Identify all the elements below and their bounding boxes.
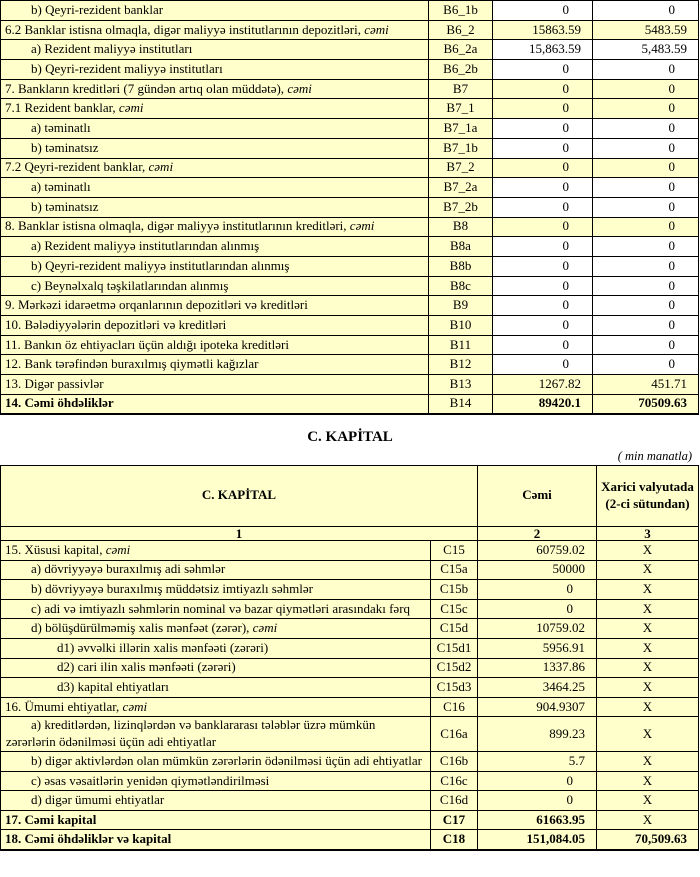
row-label: d) bölüşdürülməmiş xalis mənfəət (zərər), — [31, 620, 253, 636]
row-total-cell: 3464.25 — [478, 678, 597, 698]
row-label-cell — [1, 619, 431, 639]
table-row — [1, 810, 699, 830]
row-code-cell: B8a — [429, 237, 493, 257]
row-label-italic-suffix: cəmi — [287, 80, 312, 96]
row-label-italic-suffix: cəmi — [364, 21, 389, 37]
row-label: a) kreditlərdən, lizinqlərdən və banklararası tələblər üzrə mümkün zərərlərin ödənilməsi üçün adi ehtiyatlar — [6, 717, 376, 750]
row-code-cell: B7_1a — [429, 119, 493, 139]
row-label-cell — [1, 99, 429, 119]
row-foreign-cell: 451.71 — [593, 375, 699, 395]
table-row — [1, 20, 699, 40]
row-total-cell: 0 — [493, 119, 593, 139]
row-foreign-cell: 0 — [593, 178, 699, 198]
row-code-cell: B6_2a — [429, 40, 493, 60]
row-foreign-cell: 0 — [593, 158, 699, 178]
row-total-cell: 0 — [493, 335, 593, 355]
row-total-cell: 0 — [478, 599, 597, 619]
row-label-cell — [1, 79, 429, 99]
row-total-cell: 0 — [478, 771, 597, 791]
row-label-cell — [1, 791, 431, 811]
capital-header-name: C. KAPİTAL — [1, 465, 478, 526]
table-row — [1, 237, 699, 257]
row-label: b) Qeyri-rezident maliyyə institutları — [31, 60, 223, 76]
row-total-cell: 0 — [493, 316, 593, 336]
row-label-cell — [1, 599, 431, 619]
row-label: a) Rezident maliyyə institutları — [31, 41, 193, 57]
row-code-cell: B7 — [429, 79, 493, 99]
row-label-cell — [1, 717, 431, 752]
table-row — [1, 791, 699, 811]
row-label: 7.2 Qeyri-rezident banklar, — [5, 159, 149, 175]
table-row — [1, 678, 699, 698]
row-label-cell — [1, 20, 429, 40]
row-label-italic-suffix: cəmi — [148, 159, 174, 175]
row-total-cell: 0 — [493, 296, 593, 316]
row-label-cell — [1, 355, 429, 375]
row-code-cell: B7_2a — [429, 178, 493, 198]
row-total-cell: 151,084.05 — [478, 830, 597, 850]
row-label-cell — [1, 335, 429, 355]
row-label: b) Qeyri-rezident maliyyə institutlarından alınmış — [31, 257, 290, 273]
table-row — [1, 158, 699, 178]
row-total-cell: 0 — [493, 1, 593, 21]
row-label: a) Rezident maliyyə institutlarından alınmış — [31, 238, 260, 254]
row-code-cell: C18 — [431, 830, 478, 850]
row-total-cell: 0 — [493, 178, 593, 198]
row-total-cell: 0 — [493, 60, 593, 80]
row-foreign-cell: 5483.59 — [593, 20, 699, 40]
row-total-cell: 89420.1 — [493, 394, 593, 414]
table-row — [1, 375, 699, 395]
row-code-cell: C15d2 — [431, 658, 478, 678]
row-code-cell: C15d — [431, 619, 478, 639]
row-total-cell: 0 — [493, 99, 593, 119]
row-foreign-cell: X — [597, 540, 699, 560]
row-code-cell: C15 — [431, 540, 478, 560]
table-row — [1, 178, 699, 198]
row-foreign-cell: 0 — [593, 237, 699, 257]
row-label-italic-suffix: cəmi — [105, 541, 131, 557]
row-label: c) Beynəlxalq təşkilatlarından alınmış — [31, 277, 229, 293]
row-code-cell: B7_1 — [429, 99, 493, 119]
row-code-cell: C15d1 — [431, 638, 478, 658]
liabilities-table — [0, 0, 699, 415]
row-total-cell: 50000 — [478, 560, 597, 580]
row-label-cell — [1, 560, 431, 580]
row-code-cell: C15d3 — [431, 678, 478, 698]
table-row — [1, 540, 699, 560]
row-label: d3) kapital ehtiyatları — [57, 678, 169, 694]
row-code-cell: B14 — [429, 394, 493, 414]
table-row — [1, 119, 699, 139]
row-foreign-cell: 0 — [593, 355, 699, 375]
row-label-cell — [1, 138, 429, 158]
row-label-cell — [1, 810, 431, 830]
row-total-cell: 15863.59 — [493, 20, 593, 40]
row-label: b) təminatsız — [31, 198, 99, 214]
row-code-cell: C16 — [431, 697, 478, 717]
row-total-cell: 5956.91 — [478, 638, 597, 658]
table-row — [1, 60, 699, 80]
table-row — [1, 1, 699, 21]
capital-header-foreign: Xarici valyutada (2-ci sütundan) — [597, 465, 699, 526]
capital-header-row — [1, 465, 699, 526]
row-foreign-cell: 0 — [593, 316, 699, 336]
row-label: b) digər aktivlərdən olan mümkün zərərlərin ödənilməsi üçün adi ehtiyatlar — [31, 752, 422, 768]
row-label-cell — [1, 237, 429, 257]
row-label-cell — [1, 158, 429, 178]
row-label: b) Qeyri-rezident banklar — [31, 1, 164, 17]
row-label: a) təminatlı — [31, 120, 91, 136]
table-row — [1, 40, 699, 60]
row-label-cell — [1, 658, 431, 678]
row-label: c) əsas vəsaitlərin yenidən qiymətləndirilməsi — [31, 772, 270, 788]
row-total-cell: 0 — [493, 256, 593, 276]
row-code-cell: B6_1b — [429, 1, 493, 21]
row-label-cell — [1, 256, 429, 276]
row-total-cell: 0 — [493, 158, 593, 178]
row-label: d2) cari ilin xalis mənfəəti (zərəri) — [57, 659, 236, 675]
row-label-cell — [1, 678, 431, 698]
row-code-cell: B12 — [429, 355, 493, 375]
table-row — [1, 599, 699, 619]
table-row — [1, 138, 699, 158]
capital-section-title: C. KAPİTAL — [307, 428, 393, 445]
column-numbering-row — [1, 526, 699, 540]
row-label: a) təminatlı — [31, 179, 91, 195]
row-code-cell: C17 — [431, 810, 478, 830]
table-row — [1, 580, 699, 600]
row-code-cell: C16b — [431, 752, 478, 772]
row-label-italic-suffix: cəmi — [252, 620, 278, 636]
row-total-cell: 0 — [493, 138, 593, 158]
row-label-cell — [1, 638, 431, 658]
row-code-cell: B8b — [429, 256, 493, 276]
row-code-cell: B6_2b — [429, 60, 493, 80]
row-label: 12. Bank tərəfindən buraxılmış qiymətli kağızlar — [5, 356, 259, 372]
liabilities-table-body — [1, 1, 699, 414]
table-row — [1, 197, 699, 217]
column-number-1: 1 — [1, 526, 478, 540]
row-total-cell: 15,863.59 — [493, 40, 593, 60]
row-label-cell — [1, 1, 429, 21]
row-label: d) digər ümumi ehtiyatlar — [31, 792, 165, 808]
row-foreign-cell: 0 — [593, 60, 699, 80]
row-total-cell: 0 — [493, 79, 593, 99]
row-foreign-cell: 0 — [593, 256, 699, 276]
row-foreign-cell: 70,509.63 — [597, 830, 699, 850]
row-label: 9. Mərkəzi idarəetmə orqanlarının depozitləri və kreditləri — [5, 297, 308, 313]
row-label-cell — [1, 394, 429, 414]
row-label: 7.1 Rezident banklar, — [5, 100, 119, 116]
row-label-cell — [1, 580, 431, 600]
row-foreign-cell: 0 — [593, 138, 699, 158]
row-total-cell: 1267.82 — [493, 375, 593, 395]
capital-table — [0, 465, 699, 851]
row-label: b) dövriyyəyə buraxılmış müddətsiz imtiyazlı səhmlər — [31, 580, 313, 596]
row-foreign-cell: X — [597, 619, 699, 639]
row-total-cell: 10759.02 — [478, 619, 597, 639]
row-code-cell: C16c — [431, 771, 478, 791]
row-foreign-cell: 70509.63 — [593, 394, 699, 414]
row-label: 11. Bankın öz ehtiyacları üçün aldığı ipoteka kreditləri — [5, 336, 289, 352]
table-row — [1, 619, 699, 639]
table-row — [1, 658, 699, 678]
row-label-cell — [1, 697, 431, 717]
row-foreign-cell: X — [597, 791, 699, 811]
row-foreign-cell: X — [597, 599, 699, 619]
table-row — [1, 276, 699, 296]
row-code-cell: C16a — [431, 717, 478, 752]
row-total-cell: 5.7 — [478, 752, 597, 772]
row-label: c) adi və imtiyazlı səhmlərin nominal və bazar qiymətləri arasındakı fərq — [31, 600, 411, 616]
table-row — [1, 99, 699, 119]
row-foreign-cell: X — [597, 658, 699, 678]
table-row — [1, 697, 699, 717]
table-row — [1, 717, 699, 752]
capital-header-total: Cəmi — [478, 465, 597, 526]
row-label: 18. Cəmi öhdəliklər və kapital — [5, 831, 172, 847]
row-total-cell: 0 — [493, 217, 593, 237]
row-total-cell: 0 — [478, 791, 597, 811]
row-label-cell — [1, 771, 431, 791]
row-label-cell — [1, 296, 429, 316]
row-foreign-cell: 0 — [593, 276, 699, 296]
column-number-3: 3 — [597, 526, 699, 540]
row-foreign-cell: 0 — [593, 296, 699, 316]
row-code-cell: B10 — [429, 316, 493, 336]
table-row — [1, 394, 699, 414]
table-row — [1, 771, 699, 791]
unit-note: ( min manatla) — [617, 448, 692, 463]
row-label: b) təminatsız — [31, 139, 99, 155]
row-foreign-cell: 0 — [593, 197, 699, 217]
row-code-cell: C15a — [431, 560, 478, 580]
row-total-cell: 0 — [493, 197, 593, 217]
row-code-cell: B11 — [429, 335, 493, 355]
row-label-cell — [1, 375, 429, 395]
row-label: a) dövriyyəyə buraxılmış adi səhmlər — [31, 561, 226, 577]
row-foreign-cell: 0 — [593, 119, 699, 139]
row-code-cell: C15c — [431, 599, 478, 619]
row-label-cell — [1, 40, 429, 60]
row-label: 13. Digər passivlər — [5, 375, 104, 391]
row-foreign-cell: X — [597, 810, 699, 830]
row-foreign-cell: X — [597, 752, 699, 772]
row-total-cell: 61663.95 — [478, 810, 597, 830]
row-foreign-cell: X — [597, 580, 699, 600]
row-foreign-cell: 0 — [593, 1, 699, 21]
row-total-cell: 0 — [493, 355, 593, 375]
row-label-cell — [1, 540, 431, 560]
table-row — [1, 217, 699, 237]
row-foreign-cell: 0 — [593, 79, 699, 99]
row-code-cell: B7_2b — [429, 197, 493, 217]
row-foreign-cell: X — [597, 697, 699, 717]
row-label-cell — [1, 752, 431, 772]
row-label: 15. Xüsusi kapital, — [5, 541, 106, 557]
row-foreign-cell: X — [597, 678, 699, 698]
row-label: 7. Bankların kreditləri (7 gündən artıq olan müddətə), — [5, 80, 288, 96]
row-foreign-cell: 0 — [593, 335, 699, 355]
row-label: 16. Ümumi ehtiyatlar, — [5, 698, 123, 714]
row-total-cell: 899.23 — [478, 717, 597, 752]
row-code-cell: B8c — [429, 276, 493, 296]
row-label-italic-suffix: cəmi — [349, 218, 375, 234]
row-label-cell — [1, 60, 429, 80]
row-total-cell: 0 — [478, 580, 597, 600]
row-label: d1) əvvəlki illərin xalis mənfəəti (zərəri) — [57, 639, 269, 655]
table-row — [1, 560, 699, 580]
row-label-cell — [1, 316, 429, 336]
row-foreign-cell: 0 — [593, 99, 699, 119]
row-total-cell: 904.9307 — [478, 697, 597, 717]
row-label: 8. Banklar istisna olmaqla, digər maliyyə institutlarının kreditləri, — [5, 218, 350, 234]
table-row — [1, 296, 699, 316]
row-label-cell — [1, 830, 431, 850]
row-total-cell: 1337.86 — [478, 658, 597, 678]
table-row — [1, 256, 699, 276]
row-total-cell: 0 — [493, 276, 593, 296]
column-number-2: 2 — [478, 526, 597, 540]
row-label: 14. Cəmi öhdəliklər — [5, 395, 114, 411]
row-code-cell: B9 — [429, 296, 493, 316]
row-total-cell: 60759.02 — [478, 540, 597, 560]
row-code-cell: B7_2 — [429, 158, 493, 178]
row-label: 6.2 Banklar istisna olmaqla, digər maliyyə institutlarının depozitləri, — [5, 21, 365, 37]
table-row — [1, 335, 699, 355]
row-foreign-cell: 0 — [593, 217, 699, 237]
row-code-cell: C16d — [431, 791, 478, 811]
table-row — [1, 355, 699, 375]
table-row — [1, 752, 699, 772]
table-row — [1, 638, 699, 658]
table-row — [1, 830, 699, 850]
row-code-cell: B13 — [429, 375, 493, 395]
row-label-cell — [1, 217, 429, 237]
row-label-cell — [1, 178, 429, 198]
row-foreign-cell: X — [597, 560, 699, 580]
row-code-cell: B6_2 — [429, 20, 493, 40]
row-code-cell: C15b — [431, 580, 478, 600]
row-label-cell — [1, 197, 429, 217]
row-label: 10. Bələdiyyələrin depozitləri və kreditləri — [5, 316, 227, 332]
row-foreign-cell: X — [597, 638, 699, 658]
row-code-cell: B8 — [429, 217, 493, 237]
row-label-cell — [1, 276, 429, 296]
row-foreign-cell: 5,483.59 — [593, 40, 699, 60]
table-row — [1, 79, 699, 99]
row-total-cell: 0 — [493, 237, 593, 257]
row-label-cell — [1, 119, 429, 139]
capital-table-body — [1, 465, 699, 849]
row-code-cell: B7_1b — [429, 138, 493, 158]
row-label-italic-suffix: cəmi — [122, 698, 148, 714]
row-foreign-cell: X — [597, 717, 699, 752]
row-label-italic-suffix: cəmi — [118, 100, 144, 116]
row-label: 17. Cəmi kapital — [5, 811, 97, 827]
row-foreign-cell: X — [597, 771, 699, 791]
table-row — [1, 316, 699, 336]
